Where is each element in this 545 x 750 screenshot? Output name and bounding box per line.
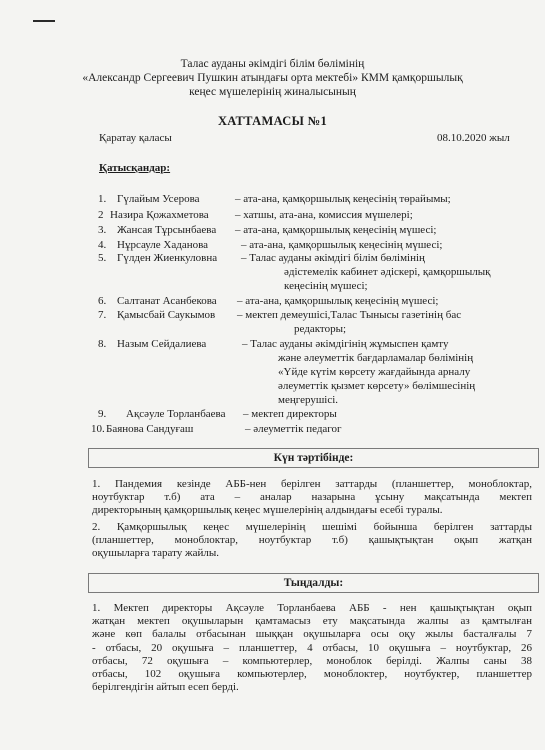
member-role: – хатшы, ата-ана, комиссия мүшелері; [235,209,413,221]
member-role: – ата-ана, қамқоршылық кеңесінің төрайымы; [235,193,451,205]
member-role: – мектеп директоры [243,408,337,420]
agenda-item-line: (планшеттер, моноблоктар, ноутбуктар т.б) қашықтықтан оқып жатқан [92,534,532,547]
member-name: Ақсәуле Торланбаева [126,408,226,420]
member-role-continued: меңгерушісі. [278,394,339,406]
document-date: 08.10.2020 жыл [437,132,510,144]
heard-paragraph-line: берілгендігін айтып есеп берді. [92,681,239,694]
agenda-item [92,521,532,561]
agenda-item-line: директорының қамқоршылық кеңес мүшелерінің алдындағы есебі туралы. [92,504,443,517]
member-name: Назым Сейдалиева [117,338,207,350]
member-number: 9. [98,408,107,420]
member-role: – ата-ана, қамқоршылық кеңесінің мүшесі; [235,224,437,236]
member-role-continued: «Үйде күтім көрсету жағдайында арналу [278,366,471,378]
agenda-item-line: 1. Пандемия кезінде АББ-нен берілген заттарды (планшеттер, моноблоктар, [92,478,532,490]
member-name: Баянова Сандуғаш [106,423,194,435]
member-number: 8. [98,338,107,350]
member-name: Салтанат Асанбекова [117,295,217,307]
heard-paragraph-line: жатқан мектеп оқушыларын қамтамасыз ету мақсатында жалпы аз қамтылған [92,615,532,628]
heard-paragraph-line: және көп балалы отбасынан шыққан оқушыларға осы оқу жылы басталғалы 7 [92,628,532,641]
pen-mark [33,20,55,22]
header-line-3: кеңес мүшелерінің жиналысының [189,86,356,98]
member-role: – әлеуметтік педагог [245,423,342,435]
member-number: 6. [98,295,107,307]
member-role-continued: әлеуметтік қызмет көрсету» бөлімшесінің [278,380,476,392]
member-name: Жансая Тұрсынбаева [117,224,217,236]
member-number: 7. [98,309,107,321]
header-line-2: «Александр Сергеевич Пушкин атындағы орта мектебі» КММ қамқоршылық [82,72,463,84]
member-role: – ата-ана, қамқоршылық кеңесінің мүшесі; [241,239,443,251]
member-role-continued: және әлеуметтік бағдарламалар бөлімінің [278,352,474,364]
heard-heading: Тыңдалды: [88,573,539,593]
member-role-continued: кеңесінің мүшесі; [284,280,368,292]
member-number: 3. [98,224,107,236]
member-name: Қамысбай Саукымов [117,309,216,321]
member-role: – мектеп демеушісі,Талас Тынысы газетінің бас [237,309,462,321]
header-line-1: Талас ауданы әкімдігі білім бөлімінің [180,58,365,70]
member-number: 5. [98,252,107,264]
member-name: Назира Қожахметова [110,209,209,221]
heard-paragraph-line: - отбасы, 20 оқушыға – планшеттер, 4 отбасы, 10 оқушыға – ноутбуктар, 26 [92,641,532,654]
agenda-item-line: оқушыларға тарату жайлы. [92,547,220,560]
member-role: – Талас ауданы әкімдігі білім бөлімінің [241,252,425,264]
member-name: Нұрсауле Хаданова [117,239,209,251]
agenda-heading: Күн тәртібінде: [88,448,539,468]
member-role: – Талас ауданы әкімдігінің жұмыспен қамту [242,338,449,350]
heard-paragraph-line: отбасы, 102 оқушыға компьютерлер, моноблоктер, ноутбуктер, планшеттер [92,668,532,681]
member-number: 4. [98,239,107,251]
agenda-item [92,478,532,518]
member-name: Гүлден Жиенкуловна [117,252,218,264]
agenda-item-line: 2. Қамқоршылық кеңес мүшелерінің шешімі бойынша берілген заттарды [92,521,532,533]
member-number: 10. [91,423,105,435]
agenda-item-line: ноутбуктар т.б) ата – аналар назарына ұсыну мақсатында мектеп [92,491,532,504]
heard-paragraph [92,602,532,694]
member-number: 1. [98,193,107,205]
place-name: Қаратау қаласы [99,132,172,144]
member-number: 2 [98,209,104,221]
heard-paragraph-line: 1. Мектеп директоры Ақсәуле Торланбаева АББ - нен қашықтықтан оқып [92,602,532,614]
participants-heading: Қатысқандар: [99,162,171,174]
document-title: ХАТТАМАСЫ №1 [217,114,328,128]
member-name: Гүлайым Усерова [117,193,200,205]
member-role-continued: редакторы; [294,323,347,335]
heard-paragraph-line: отбасы, 72 оқушыға – компьютерлер, моноблок берілді. Жалпы саны 38 [92,654,532,667]
member-role-continued: әдістемелік кабинет әдіскері, қамқоршылық [284,266,491,278]
member-role: – ата-ана, қамқоршылық кеңесінің мүшесі; [237,295,439,307]
